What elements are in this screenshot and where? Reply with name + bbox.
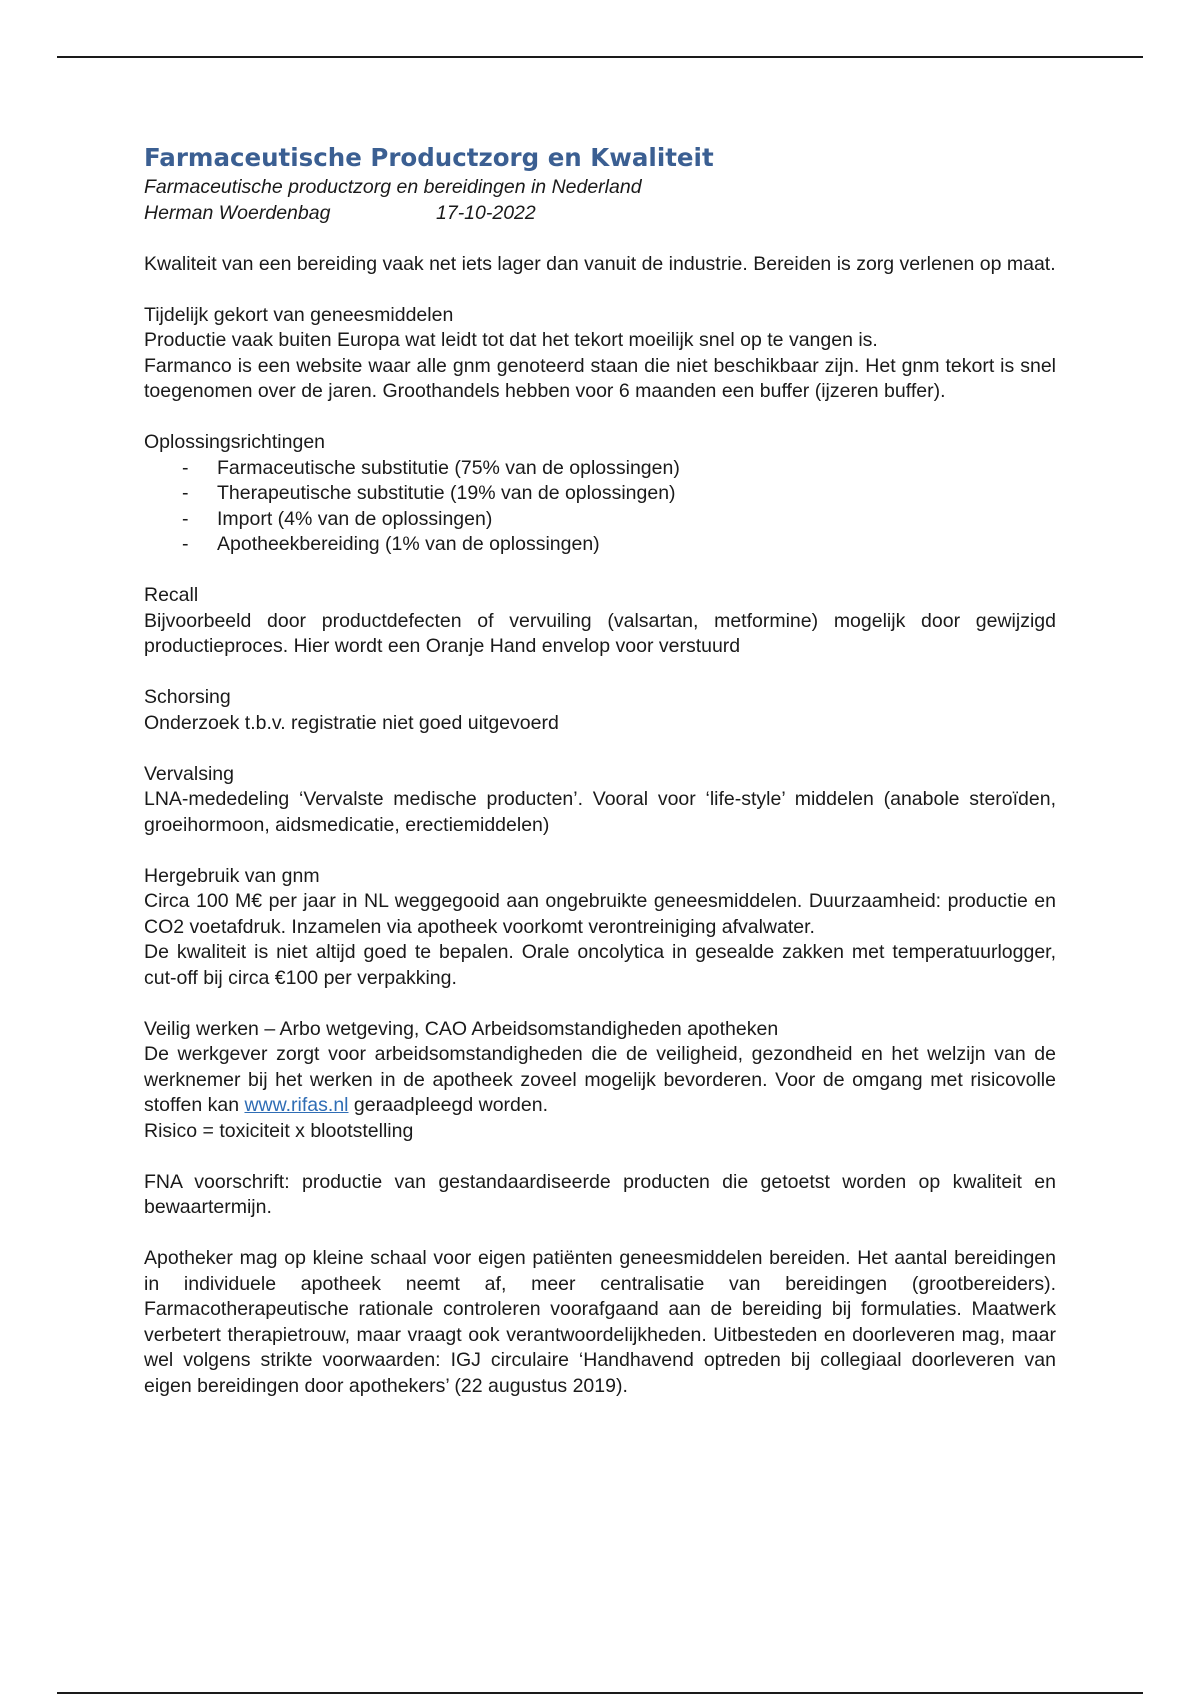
- document-subtitle: Farmaceutische productzorg en bereidingen in Nederland: [144, 176, 642, 198]
- apotheker-paragraph: Apotheker mag op kleine schaal voor eigen patiënten geneesmiddelen bereiden. Het aantal bereidingen in individuele apotheek neemt af, meer centralisatie van bereidingen (grootbereiders). Farmacotherapeutische rationale controleren voorafgaand aan de bereiding bij formulaties. Maatwerk verbetert therapietrouw, maar vraagt ook verantwoordelijkheden. Uitbesteden en doorleveren mag, maar wel volgens strikte voorwaarden: IGJ circulaire ‘Handhavend optreden bij collegiaal doorleveren van eigen bereidingen door apothekers’ (22 augustus 2019).: [144, 1247, 1056, 1397]
- section-heading-veilig-werken: Veilig werken – Arbo wetgeving, CAO Arbeidsomstandigheden apotheken: [144, 1017, 779, 1040]
- rifas-link[interactable]: www.rifas.nl: [244, 1094, 349, 1116]
- hergebruik-paragraph-1: Circa 100 M€ per jaar in NL weggegooid aan ongebruikte geneesmiddelen. Duurzaamheid: productie en CO2 voetafdruk. Inzamelen via apotheek voorkomt verontreiniging afvalwater.: [144, 890, 1056, 938]
- recall-paragraph: Bijvoorbeeld door productdefecten of vervuiling (valsartan, metformine) mogelijk door gewijzigd productieproces. Hier wordt een Oranje Hand envelop voor verstuurd: [144, 609, 1056, 657]
- bottom-rule: [57, 1692, 1143, 1694]
- author-name: Herman Woerdenbag: [144, 201, 331, 224]
- tekort-paragraph: Farmanco is een website waar alle gnm genoteerd staan die niet beschikbaar zijn. Het gnm tekort is snel toegenomen over de jaren. Groothandels hebben voor 6 maanden een buffer (ijzeren buffer).: [144, 354, 1056, 402]
- tekort-line-1: Productie vaak buiten Europa wat leidt tot dat het tekort moeilijk snel op te vangen is.: [144, 329, 878, 351]
- schorsing-paragraph: Onderzoek t.b.v. registratie niet goed uitgevoerd: [144, 711, 559, 734]
- intro-paragraph: Kwaliteit van een bereiding vaak net iets lager dan vanuit de industrie. Bereiden is zorg verlenen op maat.: [144, 252, 1056, 275]
- document-date: 17-10-2022: [436, 201, 536, 224]
- section-heading-schorsing: Schorsing: [144, 686, 231, 708]
- oplossingen-list: [144, 456, 1056, 558]
- section-heading-recall: Recall: [144, 584, 199, 606]
- veilig-werken-paragraph: De werkgever zorgt voor arbeidsomstandigheden die de veiligheid, gezondheid en het welzijn van de werknemer bij het werken in de apotheek zoveel mogelijk bevorderen. Voor de omgang met risicovolle stoffen kan www.rifas.nl geraadpleegd worden.: [144, 1043, 1056, 1116]
- list-item: - Therapeutische substitutie (19% van de oplossingen): [182, 482, 676, 504]
- hergebruik-paragraph-2: De kwaliteit is niet altijd goed te bepalen. Orale oncolytica in gesealde zakken met temperatuurlogger, cut-off bij circa €100 per verpakking.: [144, 941, 1056, 989]
- vervalsing-paragraph: LNA-mededeling ‘Vervalste medische producten’. Vooral voor ‘life-style’ middelen (anabole steroïden, groeihormoon, aidsmedicatie, erectiemiddelen): [144, 788, 1056, 836]
- section-heading-oplossingen: Oplossingsrichtingen: [144, 431, 326, 453]
- list-item: - Import (4% van de oplossingen): [182, 507, 493, 530]
- list-item: - Farmaceutische substitutie (75% van de oplossingen): [182, 456, 680, 479]
- top-rule: [57, 56, 1143, 58]
- document-body: [144, 142, 1056, 1399]
- section-heading-tekort: Tijdelijk gekort van geneesmiddelen: [144, 303, 454, 326]
- list-item: - Apotheekbereiding (1% van de oplossingen): [182, 533, 600, 555]
- document-title: Farmaceutische Productzorg en Kwaliteit: [144, 143, 714, 172]
- section-heading-hergebruik: Hergebruik van gnm: [144, 864, 320, 887]
- risico-formula: Risico = toxiciteit x blootstelling: [144, 1119, 414, 1142]
- section-heading-vervalsing: Vervalsing: [144, 762, 234, 785]
- author-line: [144, 201, 1056, 227]
- fna-paragraph: FNA voorschrift: productie van gestandaardiseerde producten die getoetst worden op kwaliteit en bewaartermijn.: [144, 1170, 1056, 1218]
